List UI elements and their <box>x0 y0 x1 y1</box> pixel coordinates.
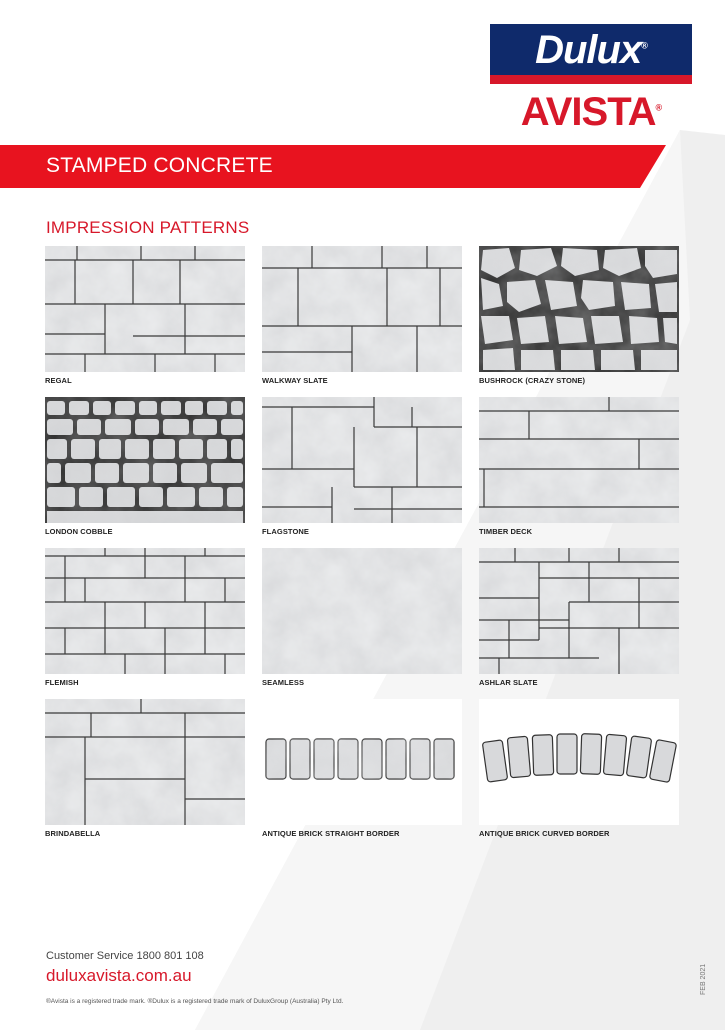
antique-brick-straight-texture <box>262 699 462 825</box>
pattern-label: ANTIQUE BRICK CURVED BORDER <box>479 829 610 838</box>
pattern-card-timber-deck <box>479 397 679 536</box>
pattern-label: FLEMISH <box>45 678 79 687</box>
title-banner <box>0 145 666 188</box>
date-code: FEB 2021 <box>700 963 707 995</box>
pattern-card-london-cobble <box>45 397 245 536</box>
website-link[interactable]: duluxavista.com.au <box>46 966 192 985</box>
pattern-label: FLAGSTONE <box>262 527 310 536</box>
regal-texture <box>45 246 245 372</box>
dulux-logo: Dulux® <box>490 24 692 84</box>
walkway-slate-texture <box>262 246 462 372</box>
pattern-card-regal <box>45 246 245 385</box>
pattern-card-flagstone <box>262 397 462 536</box>
flagstone-texture <box>262 397 462 523</box>
pattern-label: ANTIQUE BRICK STRAIGHT BORDER <box>262 829 400 838</box>
pattern-card-flemish <box>45 548 245 687</box>
london-cobble-texture <box>45 397 245 523</box>
section-title: IMPRESSION PATTERNS <box>46 218 250 237</box>
footer <box>46 950 343 1005</box>
seamless-texture <box>262 548 462 674</box>
pattern-label: BUSHROCK (CRAZY STONE) <box>479 376 586 385</box>
pattern-card-ashlar-slate <box>479 548 679 687</box>
dulux-avista-logo <box>490 24 692 135</box>
customer-service-text: Customer Service 1800 801 108 <box>46 950 204 962</box>
pattern-card-brindabella <box>45 699 245 838</box>
pattern-label: WALKWAY SLATE <box>262 376 328 385</box>
pattern-card-antique-brick-straight <box>262 699 462 838</box>
dulux-wordmark: Dulux <box>535 28 642 72</box>
pattern-label: REGAL <box>45 376 72 385</box>
bushrock-texture <box>479 246 679 372</box>
antique-brick-curved-texture <box>479 699 679 825</box>
pattern-card-bushrock <box>479 246 679 385</box>
pattern-label: TIMBER DECK <box>479 527 533 536</box>
pattern-card-antique-brick-curved <box>479 699 679 838</box>
pattern-card-walkway-slate <box>262 246 462 385</box>
trademark-notice: ®Avista is a registered trade mark. ®Dulux is a registered trade mark of DuluxGroup (Australia) Pty Ltd. <box>46 998 344 1005</box>
page-title: STAMPED CONCRETE <box>46 154 273 177</box>
pattern-card-seamless <box>262 548 462 687</box>
timber-deck-texture <box>479 397 679 523</box>
flemish-texture <box>45 548 245 674</box>
pattern-label: BRINDABELLA <box>45 829 101 838</box>
pattern-label: LONDON COBBLE <box>45 527 113 536</box>
avista-wordmark: AVISTA <box>520 90 656 134</box>
avista-logo: AVISTA® <box>520 90 662 134</box>
pattern-label: SEAMLESS <box>262 678 305 687</box>
ashlar-slate-texture <box>479 548 679 674</box>
pattern-label: ASHLAR SLATE <box>479 678 538 687</box>
brindabella-texture <box>45 699 245 825</box>
